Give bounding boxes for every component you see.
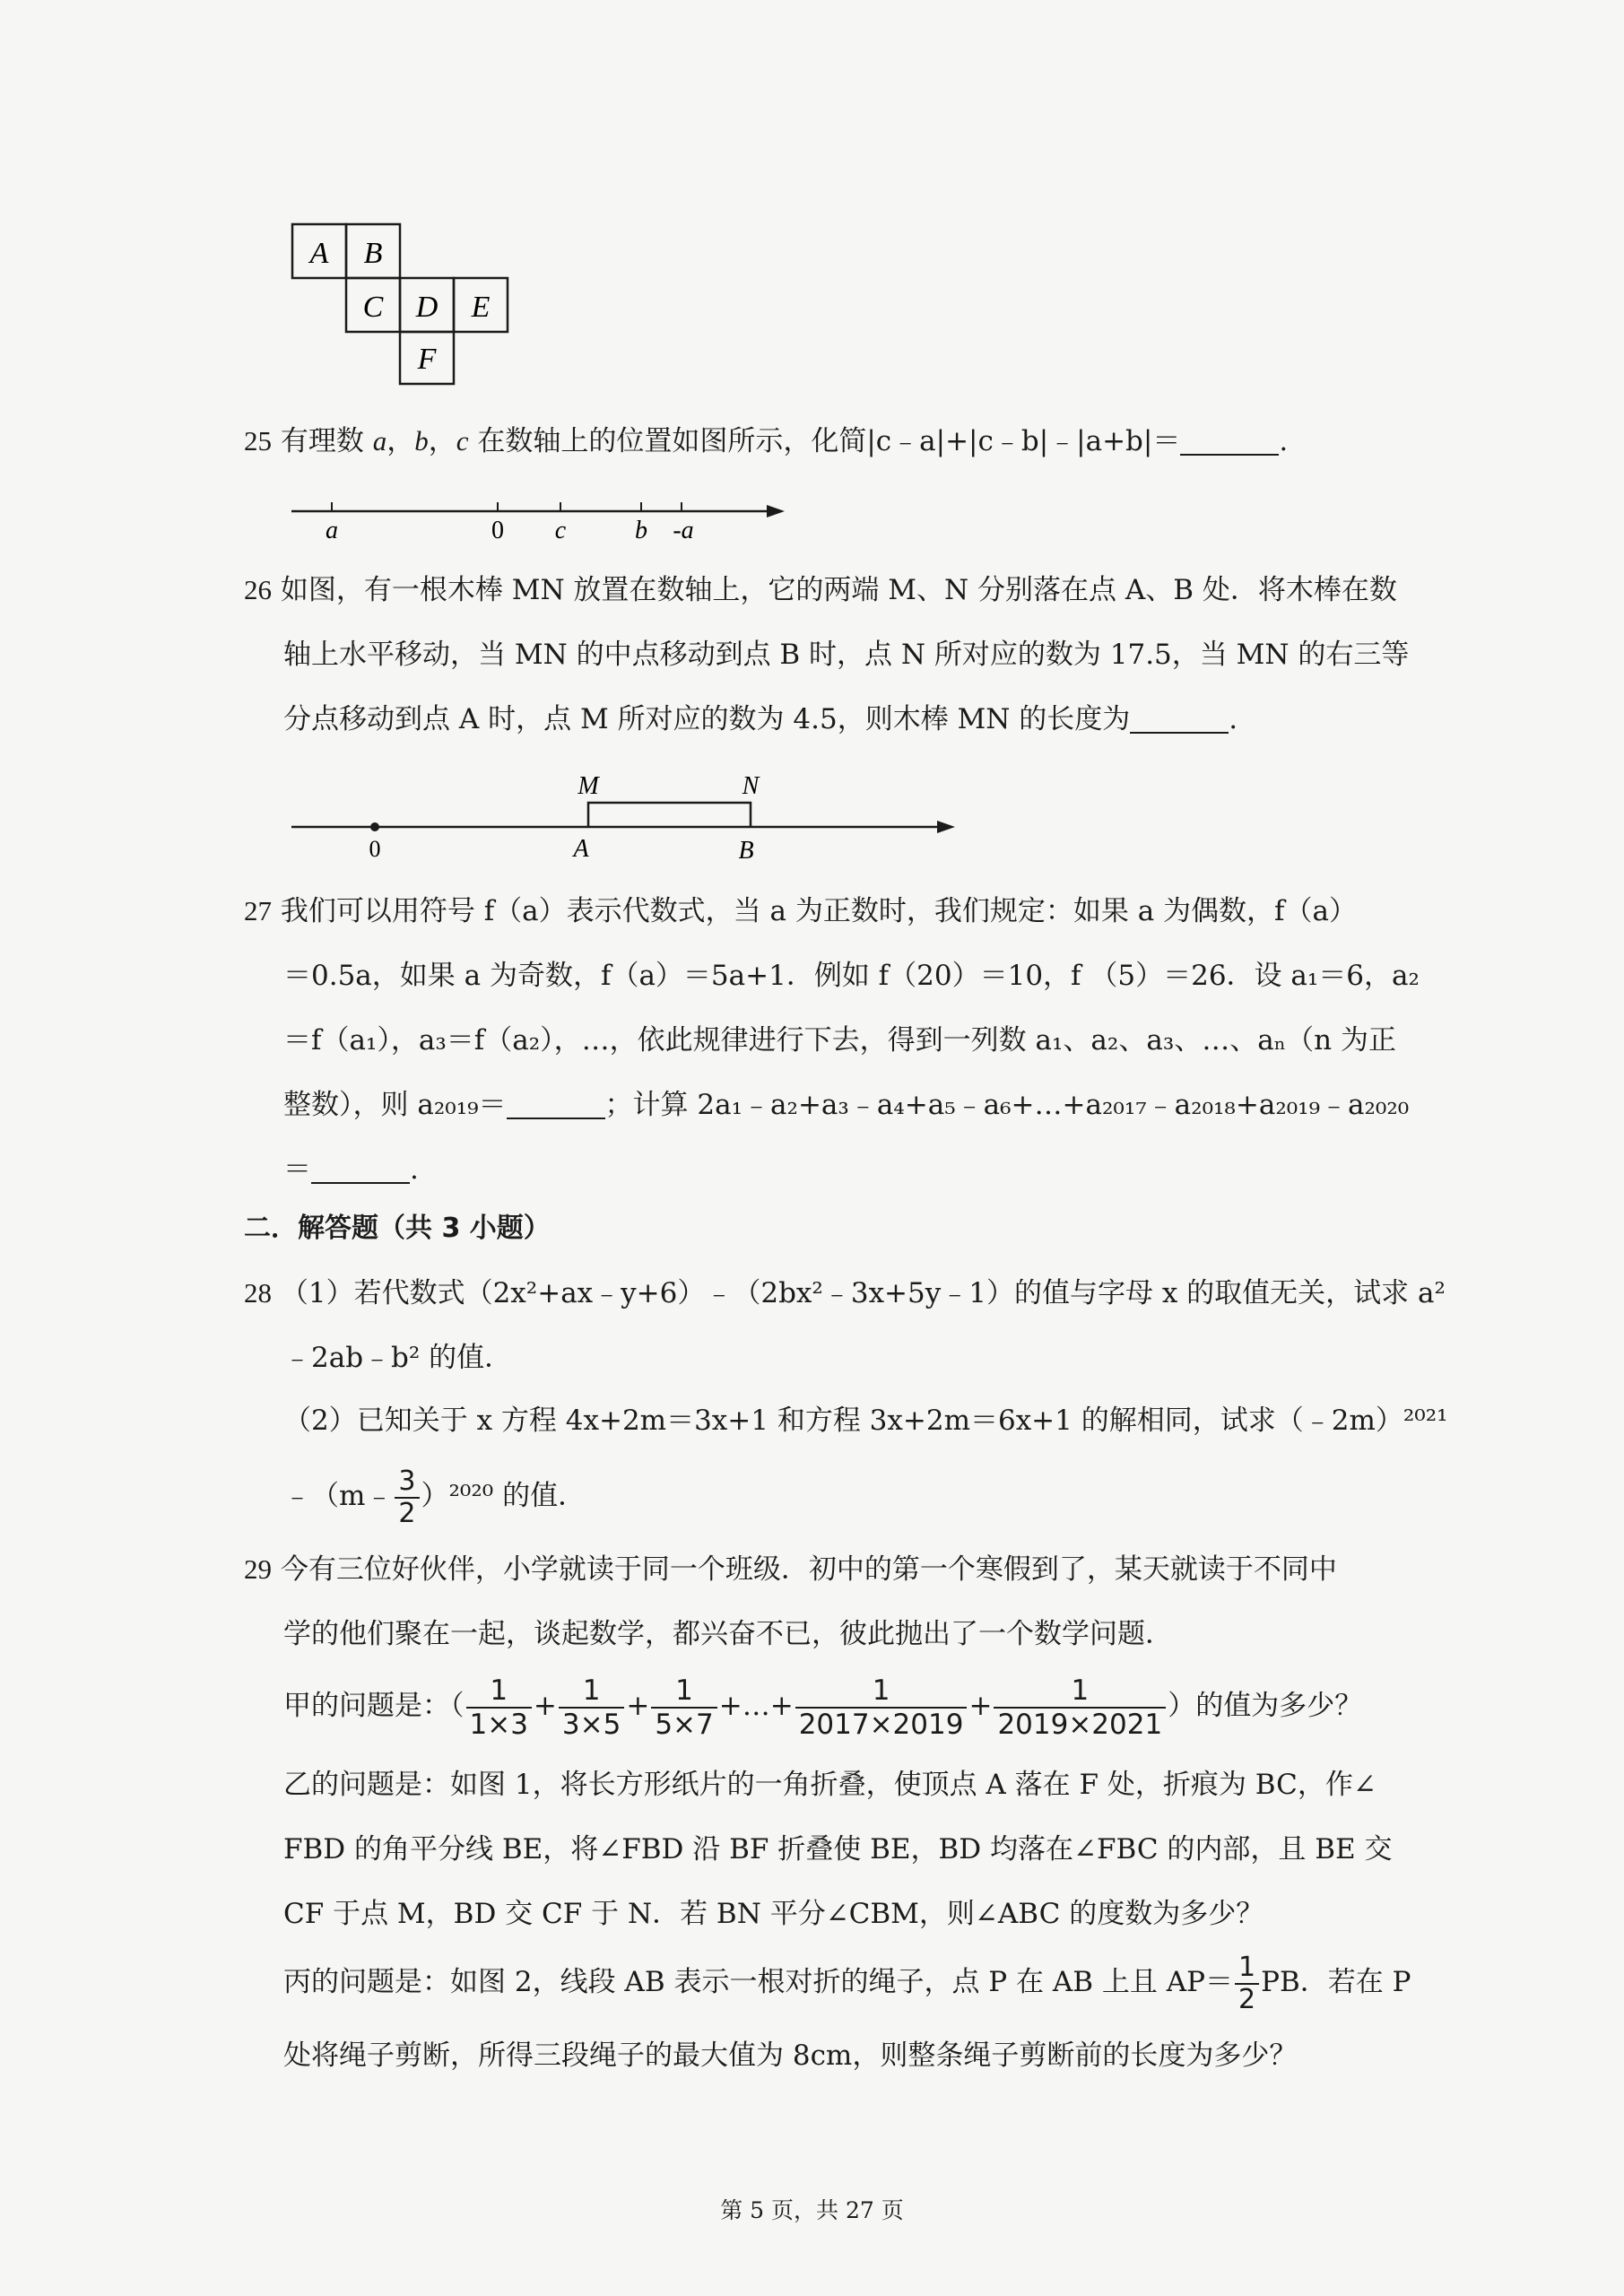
- q27-answer-blank-2: [311, 1155, 410, 1184]
- jia-fraction-2-num: 1: [582, 1674, 601, 1707]
- q28-part1-line-1: （1）若代数式（2x²+ax﹣y+6）﹣（2bx²﹣3x+5y﹣1）的值与字母 x 的取值无关，试求 a²: [280, 1277, 1446, 1309]
- jia-fraction-4-num: 1: [872, 1674, 890, 1707]
- q28-fraction-denominator: 2: [395, 1497, 419, 1529]
- point-label-zero: 0: [369, 836, 381, 862]
- q26-line-1: [244, 572, 1397, 608]
- q27-answer-blank-1: [507, 1091, 605, 1119]
- q29-line-1-text: 今有三位好伙伴，小学就读于同一个班级．初中的第一个寒假到了，某天就读于不同中: [280, 1553, 1337, 1586]
- q29-yi-line-3: [283, 1896, 1264, 1932]
- jia-fraction-5-num: 1: [1071, 1674, 1090, 1707]
- q26-number: 26: [244, 574, 272, 605]
- bing-fraction-numerator: 1: [1238, 1951, 1256, 1983]
- q26-line-3-text: 分点移动到点 A 时，点 M 所对应的数为 4.5，则木棒 MN 的长度为: [283, 703, 1131, 735]
- jia-fraction-1-den: 1×3: [466, 1707, 532, 1741]
- cube-net-figure: [287, 220, 511, 386]
- q29-jia-line: 甲的问题是：（ $\frac{1}{1\times 3}$ + $\frac{1}{3\times 5}$ + $\frac{1}{5\times 7}$ +…+ $\frac{1}{2017\times 2019}$ + $\frac{1}{2019\times 2021}$ ）的值为多少？: [283, 1674, 1363, 1741]
- q26-line-1-text: 如图，有一根木棒 MN 放置在数轴上，它的两端 M、N 分别落在点 A、B 处．将木棒在数: [280, 574, 1397, 606]
- q27-line-4: [283, 1087, 1409, 1123]
- q29-bing-line-1: [283, 1948, 1411, 2016]
- page-footer: 第 5 页，共 27 页: [720, 2197, 904, 2223]
- q29-jia-dots: +…+: [718, 1690, 794, 1722]
- jia-fraction-4: [795, 1674, 968, 1741]
- jia-fraction-4-den: 2017×2019: [795, 1707, 968, 1741]
- net-label-f: F: [417, 343, 437, 376]
- q27-line-1: [244, 893, 1357, 929]
- point-label-b: B: [738, 837, 754, 865]
- q27-line-4-end: ；计算 2a₁﹣a₂+a₃﹣a₄+a₅﹣a₆+…+a₂₀₁₇﹣a₂₀₁₈+a₂₀₁₉﹣a₂₀₂₀: [604, 1089, 1410, 1121]
- q29-yi-line-1-text: 乙的问题是：如图 1，将长方形纸片的一角折叠，使顶点 A 落在 F 处，折痕为 BC，作∠: [283, 1769, 1376, 1801]
- q29-bing-line-2-text: 处将绳子剪断，所得三段绳子的最大值为 8cm，则整条绳子剪断前的长度为多少？: [283, 2039, 1298, 2072]
- q27-line-2: [283, 958, 1420, 994]
- section-heading: 二．解答题（共 3 小题）: [244, 1213, 551, 1244]
- q29-line-2: [283, 1616, 1173, 1652]
- q25-text-middle: 在数轴上的位置如图所示，化简|c﹣a|+|c﹣b|﹣|a+b|＝: [468, 425, 1181, 457]
- bing-fraction: [1235, 1952, 1259, 2015]
- q26-line-3-end: .: [1229, 703, 1238, 735]
- q29-bing-line-2: [283, 2038, 1297, 2074]
- q25-answer-blank: [1180, 427, 1279, 456]
- net-label-b: B: [363, 237, 383, 270]
- axis-label-neg-a: -a: [673, 517, 694, 544]
- axis-label-a: a: [326, 517, 338, 544]
- q28-line-1: [244, 1275, 1446, 1311]
- q26-line-2-text: 轴上水平移动，当 MN 的中点移动到点 B 时，点 N 所对应的数为 17.5，当 MN 的右三等: [283, 639, 1410, 671]
- q26-line-3: [283, 701, 1238, 737]
- q29-yi-line-3-text: CF 于点 M，BD 交 CF 于 N．若 BN 平分∠CBM，则∠ABC 的度数为多少？: [283, 1898, 1264, 1930]
- q28-part1-line-2: ﹣2ab﹣b² 的值．: [283, 1342, 513, 1374]
- q29-bing-post: PB．若在 P: [1261, 1966, 1411, 1998]
- q26-answer-blank: [1130, 705, 1229, 734]
- stick-label-m: M: [578, 772, 599, 800]
- jia-fraction-3: [651, 1674, 716, 1741]
- q25-number: 25: [244, 425, 272, 457]
- q25-text-end: .: [1279, 425, 1289, 457]
- net-label-a: A: [309, 237, 329, 270]
- q28-part2-line-2-pre: ﹣（m﹣: [283, 1480, 394, 1512]
- q27-number: 27: [244, 895, 272, 926]
- net-label-c: C: [362, 291, 384, 324]
- q29-yi-line-1: [283, 1767, 1376, 1803]
- q28-line-3: [283, 1403, 1448, 1439]
- axis-label-zero: 0: [491, 517, 504, 544]
- bing-fraction-denominator: 2: [1235, 1983, 1259, 2015]
- q29-jia-pre: 甲的问题是：（: [283, 1690, 465, 1722]
- q25-text: 25 有理数 a，b，c 在数轴上的位置如图所示，化简|c﹣a|+|c﹣b|﹣|a+b|＝ .: [244, 425, 1289, 457]
- point-label-a: A: [573, 835, 589, 863]
- q27-line-5-text: ＝: [283, 1153, 311, 1186]
- q27-line-1-text: 我们可以用符号 f（a）表示代数式，当 a 为正数时，我们规定：如果 a 为偶数，f（a）: [280, 895, 1358, 927]
- q28-number: 28: [244, 1277, 272, 1309]
- q26-line-2: [283, 637, 1409, 673]
- q28-fraction: [395, 1466, 419, 1529]
- net-label-d: D: [415, 291, 439, 324]
- q28-fraction-numerator: 3: [398, 1465, 416, 1497]
- net-label-e: E: [471, 291, 491, 324]
- q26-stick-figure: [287, 767, 960, 865]
- jia-fraction-5-den: 2019×2021: [994, 1707, 1166, 1741]
- q27-line-3: [283, 1022, 1396, 1058]
- q28-part2-line-1: （2）已知关于 x 方程 4x+2m＝3x+1 和方程 3x+2m＝6x+1 的解相同，试求（﹣2m）²⁰²¹: [283, 1405, 1448, 1437]
- jia-fraction-2: [559, 1674, 624, 1741]
- q29-line-1: [244, 1552, 1337, 1587]
- jia-fraction-1: [466, 1674, 532, 1741]
- q25-number-line: [287, 491, 789, 545]
- q25-text-before: 有理数: [280, 425, 373, 457]
- axis-label-b: b: [635, 517, 647, 544]
- q27-line-2-text: ＝0.5a，如果 a 为奇数，f（a）＝5a+1．例如 f（20）＝10，f （5）＝26．设 a₁＝6，a₂: [283, 960, 1420, 992]
- jia-fraction-2-den: 3×5: [559, 1707, 624, 1741]
- q29-yi-line-2: [283, 1831, 1393, 1867]
- jia-fraction-5: [994, 1674, 1166, 1741]
- q28-line-4: [283, 1464, 586, 1529]
- q29-jia-post: ）的值为多少？: [1168, 1690, 1363, 1722]
- q27-line-5-end: .: [410, 1153, 419, 1186]
- q27-line-5: [283, 1152, 419, 1187]
- axis-label-c: c: [554, 517, 567, 544]
- q29-line-2-text: 学的他们聚在一起，谈起数学，都兴奋不已，彼此抛出了一个数学问题．: [283, 1618, 1173, 1650]
- q28-line-2: [283, 1340, 512, 1376]
- q29-number: 29: [244, 1553, 272, 1585]
- jia-fraction-3-den: 5×7: [651, 1707, 716, 1741]
- jia-fraction-3-num: 1: [675, 1674, 693, 1707]
- stick-label-n: N: [742, 772, 760, 800]
- q27-line-3-text: ＝f（a₁），a₃＝f（a₂），…，依此规律进行下去，得到一列数 a₁、a₂、a₃、…、aₙ（n 为正: [283, 1024, 1396, 1057]
- jia-fraction-1-num: 1: [490, 1674, 508, 1707]
- q29-yi-line-2-text: FBD 的角平分线 BE，将∠FBD 沿 BF 折叠使 BE，BD 均落在∠FBC 的内部，且 BE 交: [283, 1833, 1393, 1866]
- q29-bing-pre: 丙的问题是：如图 2，线段 AB 表示一根对折的绳子，点 P 在 AB 上且 AP＝: [283, 1966, 1233, 1998]
- q27-line-4-start: 整数），则 a₂₀₁₉＝: [283, 1089, 507, 1121]
- q28-part2-line-2-post: ）²⁰²⁰ 的值．: [421, 1480, 586, 1512]
